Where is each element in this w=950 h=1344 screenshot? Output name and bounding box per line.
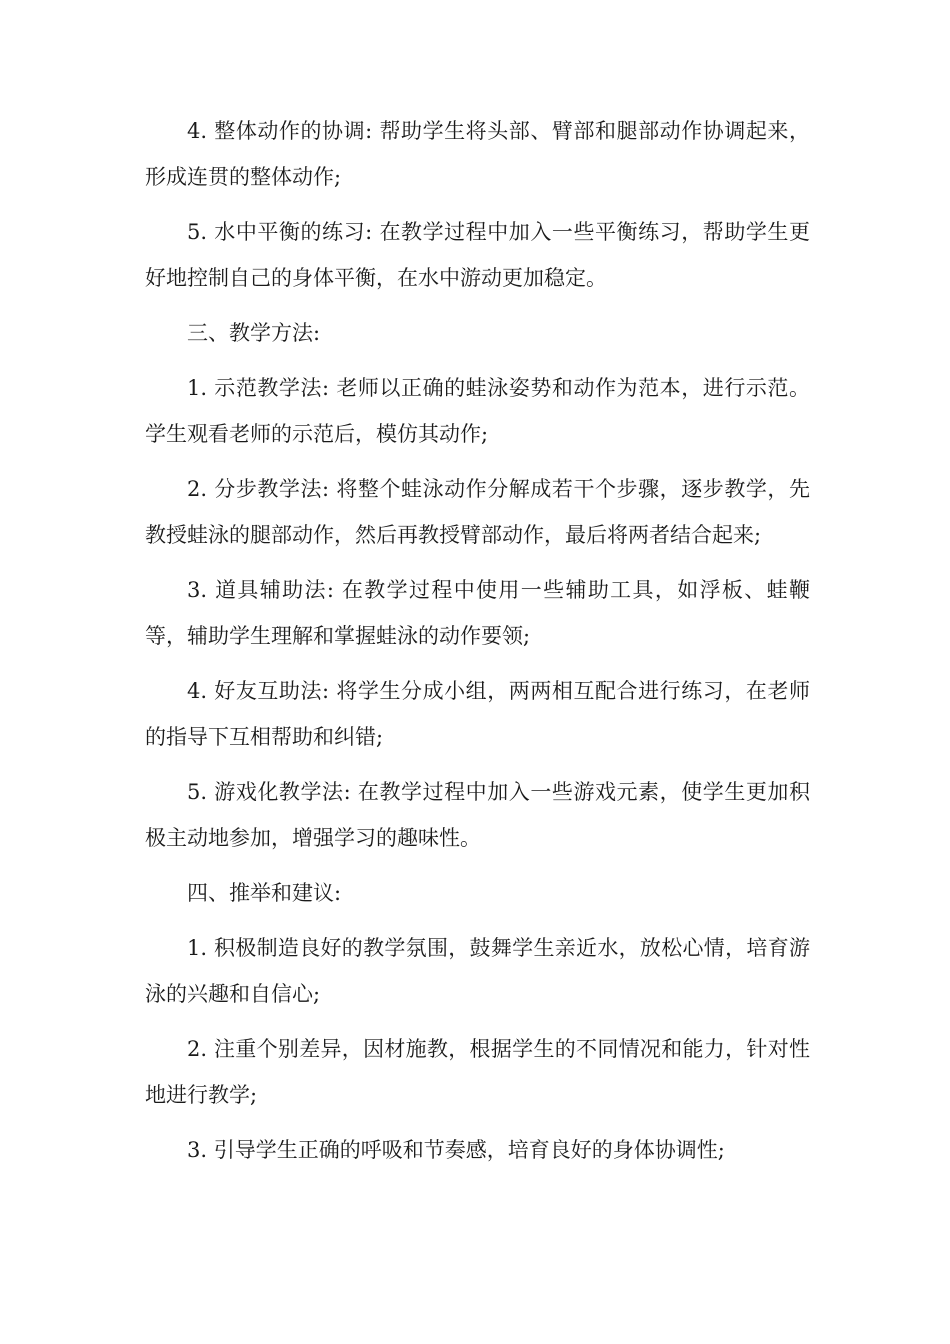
paragraph-coordination: 4. 整体动作的协调: 帮助学生将头部、臂部和腿部动作协调起来，形成连贯的整体动作; [145,119,810,189]
paragraph-breathing: 3. 引导学生正确的呼吸和节奏感，培育良好的身体协调性; [187,1138,725,1162]
paragraph-gamification: 5. 游戏化教学法: 在教学过程中加入一些游戏元素，使学生更加积极主动地参加，增强学习的趣味性。 [145,780,810,850]
section-heading-teaching-methods: 三、教学方法: [187,321,321,345]
paragraph-individual-differences: 2. 注重个别差异，因材施教，根据学生的不同情况和能力，针对性地进行教学; [145,1037,810,1107]
paragraph-atmosphere: 1. 积极制造良好的教学氛围，鼓舞学生亲近水，放松心情，培育游泳的兴趣和自信心; [145,936,810,1006]
paragraph-props: 3. 道具辅助法: 在教学过程中使用一些辅助工具，如浮板、蛙鞭等，辅助学生理解和掌握蛙泳的动作要领; [145,578,810,648]
document-body [145,108,810,1182]
paragraph-demonstration: 1. 示范教学法: 老师以正确的蛙泳姿势和动作为范本，进行示范。学生观看老师的示范后，模仿其动作; [145,376,810,446]
paragraph-peer-help: 4. 好友互助法: 将学生分成小组，两两相互配合进行练习，在老师的指导下互相帮助和纠错; [145,679,810,749]
paragraph-balance: 5. 水中平衡的练习: 在教学过程中加入一些平衡练习，帮助学生更好地控制自己的身体平衡，在水中游动更加稳定。 [145,220,810,290]
section-heading-suggestions: 四、推举和建议: [187,881,342,905]
paragraph-step-by-step: 2. 分步教学法: 将整个蛙泳动作分解成若干个步骤，逐步教学，先教授蛙泳的腿部动作，然后再教授臂部动作，最后将两者结合起来; [145,477,810,547]
